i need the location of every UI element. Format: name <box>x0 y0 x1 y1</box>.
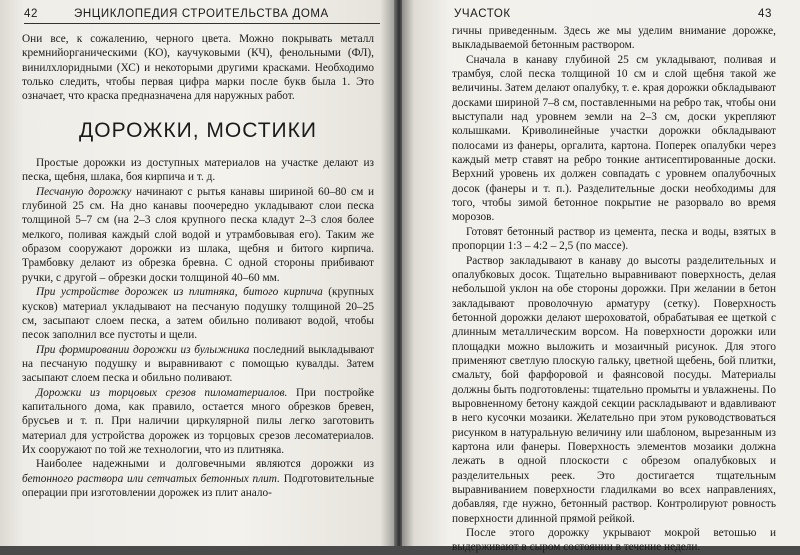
left-running-head-title: ЭНЦИКЛОПЕДИЯ СТРОИТЕЛЬСТВА ДОМА <box>74 8 329 20</box>
left-body-text <box>22 32 374 500</box>
right-body-text <box>452 24 776 555</box>
paragraph-mosaic: Раствор закладывают в канаву до высоты разделительных и опалубковых досок. Тщательно выравнивают поверхность, делая небольшой уклон на обе стороны дорожки. При желании в бетон закладывают проволочную арматуру (сетку). Поверхность бетонной дорожки делают шероховатой, обрабатывая ее щеткой с длинным металлическим ворсом. На поверхности дорожки или площадки можно выложить и мозаичный рисунок. Для этого применяют светлую плоскую гальку, цветной щебень, бой плитки, смальту, бой фарфоровой и фаянсовой посуды. Материалы должны быть подготовлены: тщательно промыты и увлажнены. По выровненному бетону каждой секции раскладывают и вдавливают в него кусочки мозаики. Желательно при этом руководствоваться рисунком в натуральную величину или шаблоном, вырезанным из картона или фанеры. Поверхность элементов мозаики должна лежать в одной плоскости с обрезом опалубковых и разделительных реек. Это достигается тщательным выравниванием поверхности гладилками во всех направлениях, добавляя, где нужно, бетонный раствор. Контролируют ровность поверхности длинной прямой рейкой. <box>452 254 776 525</box>
cobblestone-term: При формировании дорожки из булыжника <box>36 343 250 356</box>
right-page-number: 43 <box>758 8 772 20</box>
intro-paragraph: Они все, к сожалению, черного цвета. Можно покрывать металл кремнийорганическими (КО), каучуковыми (КЧ), фенольными (ФЛ), винилхлоридными (ХС) и некоторыми другими красками. Необходимо только следить, чтобы первая цифра марки после букв была 1. Это означает, что краска предназначена для наружных работ. <box>22 33 374 103</box>
cobblestone-text: последний выкладывают на песчаную подушку и выравнивают с помощью кувалды. Затем засыпают слоем песка и обильно поливают. <box>22 343 375 385</box>
right-running-head <box>454 8 778 23</box>
left-page <box>0 0 396 546</box>
right-running-head-title: УЧАСТОК <box>454 8 511 20</box>
paragraph-intro-paths: Простые дорожки из доступных материалов на участке делают из песка, щебня, шлака, боя кирпича и т. д. <box>22 157 374 184</box>
sand-path-text: начинают с рытья канавы шириной 60–80 см и глубиной 25 см. На дно канавы поочередно укладывают слои песка толщиной 5–7 см (на 2–3 слоя крупного песка кладут 2–3 слоя более мелкого, поливая каждый слой водой и утрамбовывая его). Таким же образом сооружают дорожки из шлака, щебня и битого кирпича. Трамбовку делают из обрезка бревна. С одной стороны прибивают ручки, с другой – обрезки доски толщиной 40–60 мм. <box>22 185 374 284</box>
timber-ends-term: Дорожки из торцовых срезов пиломатериалов. <box>36 386 288 399</box>
left-page-number: 42 <box>24 8 38 20</box>
sand-path-term: Песчаную дорожку <box>36 185 132 198</box>
paragraph-cobblestone <box>22 343 374 386</box>
paragraph-concrete <box>22 457 374 500</box>
flagstone-term: При устройстве дорожек из плитняка, битого кирпича <box>36 286 323 299</box>
flagstone-text: (крупных кусков) материал укладывают на песчаную подушку толщиной 20–25 см, засыпают слоем песка, а затем обильно поливают водой, чтобы песок заполнил все пустоты и щели. <box>22 286 374 342</box>
right-page <box>402 0 800 554</box>
paragraph-timber-ends <box>22 386 374 458</box>
concrete-text-rest: Подготовительные операции при изготовлении дорожек из плит анало- <box>22 472 374 499</box>
left-running-head <box>24 8 380 24</box>
timber-ends-text: При постройке капитального дома, как правило, остается много обрезков бревен, брусьев и т. п. При наличии циркулярной пилы легко заготовить материал для устройства дорожек из торцовых срезов лесоматериалов. Их сооружают по той же технологии, что из плитняка. <box>22 386 374 456</box>
concrete-text-start: Наиболее надежными и долговечными являются дорожки из <box>36 458 374 471</box>
paragraph-mix-ratio: Готовят бетонный раствор из цемента, песка и воды, взятых в пропорции 1:3 – 4:2 – 2,5 (по массе). <box>452 225 776 253</box>
paragraph-continuation: гичны приведенным. Здесь же мы уделим внимание дорожке, выкладываемой бетонным раствором. <box>452 25 776 52</box>
paragraph-sand-path <box>22 185 374 285</box>
paragraph-formwork: Сначала в канаву глубиной 25 см укладывают, поливая и трамбуя, слой песка толщиной 10 см и слой щебня такой же величины. Затем делают опалубку, т. е. края дорожки обкладывают досками шириной 7–8 см, поставленными на ребро так, чтобы они выступали над уровнем земли на 2–3 см, доски укрепляют колышками. Криволинейные участки дорожки обкладывают полосами из фанеры, оргалита, картона. Поперек опалубки через каждый метр ставят на ребро тонкие антисептированные доски. Верхний уровень их должен совпадать с уровнем опалубочных досок (фанеры и т. п.). Разделительные доски необходимы для того, чтобы зимой бетонное покрытие не разорвало во время морозов. <box>452 53 776 224</box>
concrete-term: бетонного раствора или сетчатых бетонных плит. <box>22 472 280 485</box>
paragraph-flagstone <box>22 285 374 342</box>
paragraph-curing: После этого дорожку укрывают мокрой ветошью и выдерживают в сыром состоянии в течение недели. <box>452 527 776 554</box>
section-heading: ДОРОЖКИ, МОСТИКИ <box>79 118 317 142</box>
